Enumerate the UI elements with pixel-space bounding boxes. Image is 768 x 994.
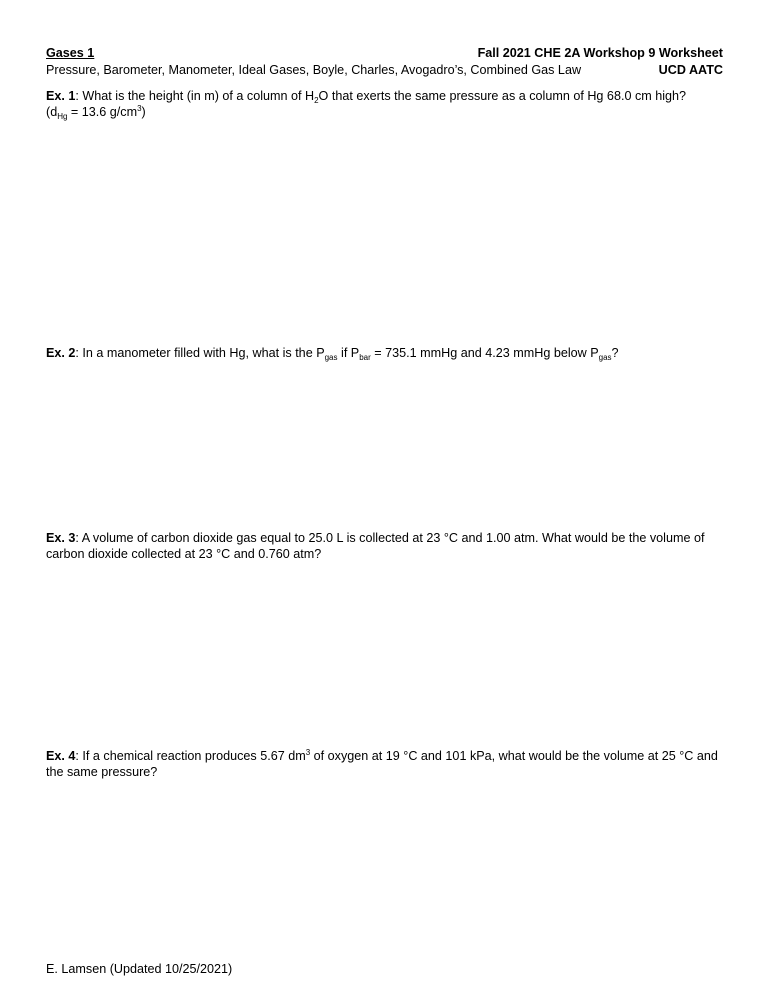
question-label: Ex. 3 xyxy=(46,531,76,545)
topics-list: Pressure, Barometer, Manometer, Ideal Gases, Boyle, Charles, Avogadro’s, Combined Gas Law xyxy=(46,63,582,77)
question-label: Ex. 2 xyxy=(46,346,76,360)
organization: UCD AATC xyxy=(658,63,723,77)
question-4-text: Ex. 4: If a chemical reaction produces 5.67 $dm^3$ of oxygen at 19 °C and 101 kPa, what would be the volume at 25 °C and the same pressure? xyxy=(46,748,718,779)
course-title: Fall 2021 CHE 2A Workshop 9 Worksheet xyxy=(477,46,723,60)
header-row-2 xyxy=(46,62,723,78)
question-1 xyxy=(46,88,726,120)
footer-author: E. Lamsen (Updated 10/25/2021) xyxy=(46,962,233,976)
question-3 xyxy=(46,530,726,562)
question-4 xyxy=(46,748,726,780)
header-row-1 xyxy=(46,45,723,61)
question-3-text: Ex. 3: A volume of carbon dioxide gas equal to 25.0 L is collected at 23 °C and 1.00 atm. What would be the volume of carbon dioxide collected at 23 °C and 0.760 atm? xyxy=(46,531,705,561)
question-2-text: Ex. 2: In a manometer filled with Hg, what is the $P_{gas}$ if $P_{bar} = 735.1$ mmHg and 4.23 mmHg below $P_{gas}$? xyxy=(46,346,619,362)
question-label: Ex. 4 xyxy=(46,749,76,763)
question-2 xyxy=(46,345,726,361)
question-1-text: Ex. 1: What is the height (in m) of a column of $H_2O$ that exerts the same pressure as a column of Hg 68.0 cm high? ($d_{Hg} = 13.6$ $g/cm^3$) xyxy=(46,89,687,121)
question-label: Ex. 1 xyxy=(46,89,76,103)
worksheet-title: Gases 1 xyxy=(46,46,95,60)
